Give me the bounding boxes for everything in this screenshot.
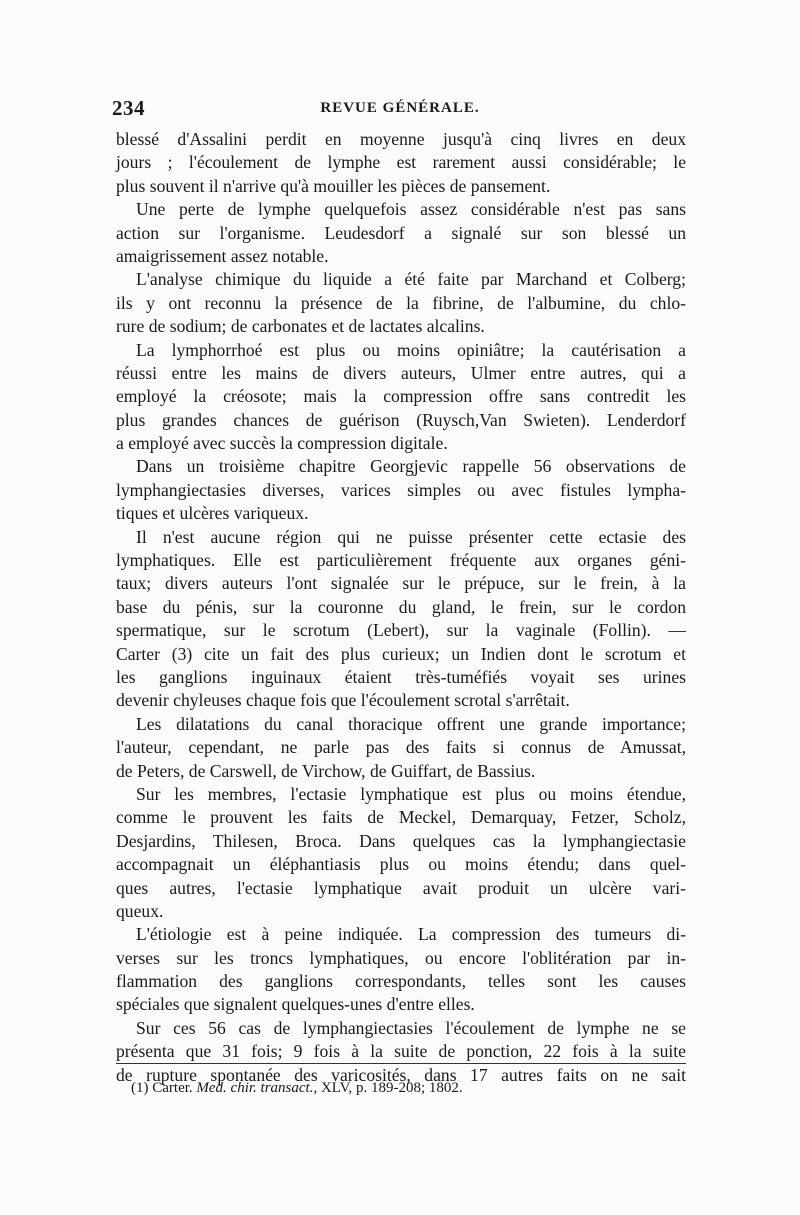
text-line: rure de sodium; de carbonates et de lactates alcalins.	[116, 316, 485, 337]
text-line: devenir chyleuses chaque fois que l'écoulement scrotal s'arrêtait.	[116, 690, 570, 711]
text-line: les ganglions inguinaux étaient très-tuméfiés voyait ses urines	[116, 666, 686, 687]
text-line: ques autres, l'ectasie lymphatique avait produit un ulcère vari-	[116, 877, 686, 898]
text-line: réussi entre les mains de divers auteurs, Ulmer entre autres, qui a	[116, 362, 686, 383]
text-line: flammation des ganglions correspondants, telles sont les causes	[116, 971, 686, 992]
text-line: Il n'est aucune région qui ne puisse présenter cette ectasie des	[136, 526, 686, 547]
text-line: Les dilatations du canal thoracique offrent une grande importance;	[136, 713, 686, 734]
text-line: tiques et ulcères variqueux.	[116, 503, 309, 524]
page-number: 234	[112, 96, 145, 120]
text-line: lymphatiques. Elle est particulièrement fréquente aux organes géni-	[116, 550, 686, 571]
text-line: Une perte de lymphe quelquefois assez considérable n'est pas sans	[136, 199, 686, 220]
footnote-source: Med. chir. transact.	[196, 1080, 314, 1096]
text-line: Dans un troisième chapitre Georgjevic rappelle 56 observations de	[136, 456, 686, 477]
text-line: l'auteur, cependant, ne parle pas des faits si connus de Amussat,	[116, 737, 686, 758]
text-line: queux.	[116, 900, 164, 921]
footnote-marker: (1) Carter.	[131, 1080, 193, 1096]
text-line: L'analyse chimique du liquide a été faite par Marchand et Colberg;	[136, 269, 686, 290]
text-line: spermatique, sur le scrotum (Lebert), sur la vaginale (Follin). —	[116, 620, 686, 641]
text-line: plus souvent il n'arrive qu'à mouiller les pièces de pansement.	[116, 175, 551, 196]
page-header	[112, 96, 688, 122]
footnote	[131, 1080, 463, 1097]
text-line: base du pénis, sur la couronne du gland, le frein, sur le cordon	[116, 596, 686, 617]
text-line: L'étiologie est à peine indiquée. La compression des tumeurs di-	[136, 924, 686, 945]
text-line: Sur ces 56 cas de lymphangiectasies l'écoulement de lymphe ne se	[136, 1017, 686, 1038]
text-line: Desjardins, Thilesen, Broca. Dans quelques cas la lymphangiectasie	[116, 830, 686, 851]
text-line: action sur l'organisme. Leudesdorf a signalé sur son blessé un	[116, 222, 686, 243]
text-line: La lymphorrhoé est plus ou moins opiniâtre; la cautérisation a	[136, 339, 686, 360]
footnote-details: , XLV, p. 189-208; 1802.	[313, 1080, 463, 1096]
footnote-rule	[116, 1063, 686, 1064]
text-line: accompagnait un éléphantiasis plus ou moins étendu; dans quel-	[116, 854, 686, 875]
text-line: ils y ont reconnu la présence de la fibrine, de l'albumine, du chlo-	[116, 292, 686, 313]
body-text	[116, 128, 686, 1087]
text-line: verses sur les troncs lymphatiques, ou encore l'oblitération par in-	[116, 947, 686, 968]
text-line: employé la créosote; mais la compression offre sans contredit les	[116, 386, 686, 407]
text-line: taux; divers auteurs l'ont signalée sur le prépuce, sur le frein, à la	[116, 573, 686, 594]
text-line: jours ; l'écoulement de lymphe est rarement aussi considérable; le	[116, 152, 686, 173]
text-line: de Peters, de Carswell, de Virchow, de Guiffart, de Bassius.	[116, 760, 536, 781]
text-line: Carter (3) cite un fait des plus curieux; un Indien dont le scrotum et	[116, 643, 686, 664]
text-line: spéciales que signalent quelques-unes d'entre elles.	[116, 994, 475, 1015]
text-line: comme le prouvent les faits de Meckel, Demarquay, Fetzer, Scholz,	[116, 807, 686, 828]
text-line: amaigrissement assez notable.	[116, 245, 329, 266]
text-line: de rupture spontanée des varicosités, dans 17 autres faits on ne sait	[116, 1064, 686, 1085]
text-line: blessé d'Assalini perdit en moyenne jusqu'à cinq livres en deux	[116, 129, 686, 149]
text-line: présenta que 31 fois; 9 fois à la suite de ponction, 22 fois à la suite	[116, 1041, 686, 1062]
text-line: plus grandes chances de guérison (Ruysch,Van Swieten). Lenderdorf	[116, 409, 686, 430]
running-title: REVUE GÉNÉRALE.	[320, 100, 480, 116]
text-line: Sur les membres, l'ectasie lymphatique est plus ou moins étendue,	[136, 783, 686, 804]
text-line: a employé avec succès la compression digitale.	[116, 433, 448, 454]
text-line: lymphangiectasies diverses, varices simples ou avec fistules lympha-	[116, 479, 686, 500]
